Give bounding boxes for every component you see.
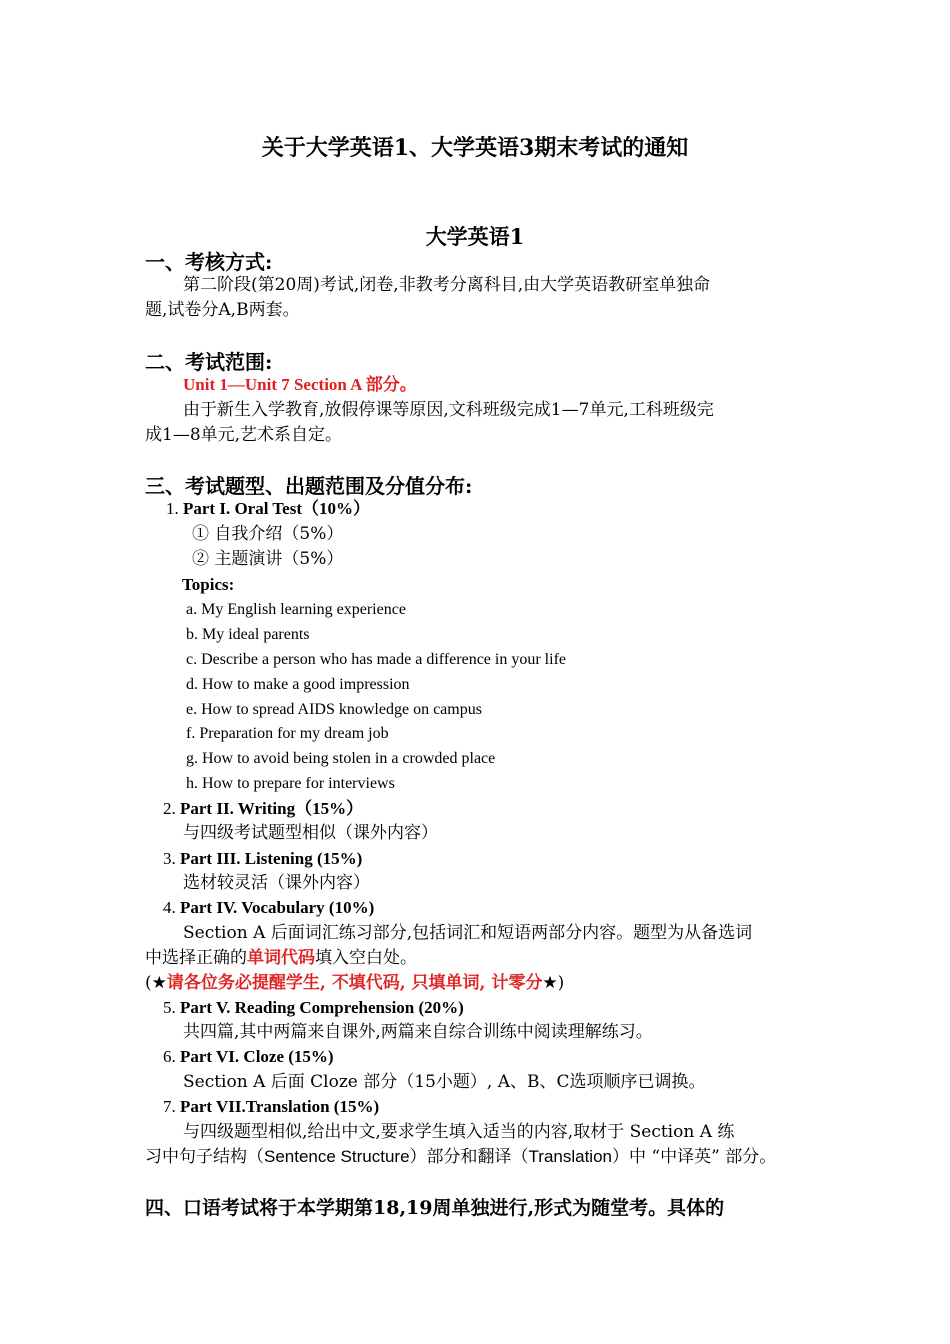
topic-item: e. How to spread AIDS knowledge on campus <box>186 701 482 718</box>
part-2-heading <box>163 797 363 821</box>
topic-item: a. My English learning experience <box>186 601 406 618</box>
part-7-description-line-1: 与四级题型相似,给出中文,要求学生填入适当的内容,取材于 Section A 练 <box>183 1122 735 1142</box>
part-6-description: Section A 后面 Cloze 部分（15小题）, A、B、C选项顺序已调换。 <box>183 1072 706 1092</box>
star-close: ★) <box>542 973 565 993</box>
part-1-heading <box>166 497 370 521</box>
section-2-paragraph-line-2: 成1—8单元,艺术系自定。 <box>145 425 343 445</box>
word-code-highlight: 单词代码 <box>247 948 315 968</box>
text-segment: 中选择正确的 <box>145 948 247 968</box>
part-4-description-line-2 <box>145 946 417 970</box>
section-2-heading: 二、考试范围: <box>145 350 273 374</box>
oral-subitem-1: ① 自我介绍（5%） <box>192 524 344 544</box>
part-number: 2. <box>163 799 176 818</box>
topic-item: h. How to prepare for interviews <box>186 775 395 792</box>
section-4-heading: 四、口语考试将于本学期第18,19周单独进行,形式为随堂考。具体的 <box>145 1197 725 1219</box>
exam-range: Unit 1—Unit 7 Section A 部分。 <box>183 375 417 394</box>
document-title: 关于大学英语1、大学英语3期末考试的通知 <box>261 135 689 161</box>
part-title: Part I. Oral Test（10%） <box>183 499 370 518</box>
scoring-warning-note <box>145 971 564 995</box>
part-7-heading <box>163 1095 379 1119</box>
part-title: Part IV. Vocabulary (10%) <box>180 898 375 917</box>
part-title: Part II. Writing（15%） <box>180 799 364 818</box>
part-title: Part VII.Translation (15%) <box>180 1097 380 1116</box>
part-title: Part V. Reading Comprehension (20%) <box>180 998 464 1017</box>
course-subtitle: 大学英语1 <box>425 224 525 249</box>
warning-text: 请各位务必提醒学生, 不填代码, 只填单词, 计零分 <box>166 973 543 993</box>
text-segment: 习中句子结构（ <box>145 1147 264 1167</box>
section-1-paragraph-line-1: 第二阶段(第20周)考试,闭卷,非教考分离科目,由大学英语教研室单独命 <box>183 275 711 295</box>
part-number: 3. <box>163 849 176 868</box>
part-3-heading <box>163 847 362 871</box>
topics-label: Topics: <box>182 575 235 594</box>
part-4-description-line-1: Section A 后面词汇练习部分,包括词汇和短语两部分内容。题型为从备选词 <box>183 923 753 943</box>
part-3-description: 选材较灵活（课外内容） <box>183 873 370 893</box>
section-1-heading: 一、考核方式: <box>145 250 273 274</box>
part-5-description: 共四篇,其中两篇来自课外,两篇来自综合训练中阅读理解练习。 <box>183 1022 653 1042</box>
part-number: 1. <box>166 499 179 518</box>
oral-subitem-2: ② 主题演讲（5%） <box>192 549 344 569</box>
star-open: (★ <box>145 973 167 993</box>
section-1-paragraph-line-2: 题,试卷分A,B两套。 <box>145 300 300 320</box>
english-term: Translation <box>528 1147 612 1166</box>
part-number: 5. <box>163 998 176 1017</box>
topic-item: f. Preparation for my dream job <box>186 725 389 742</box>
part-number: 7. <box>163 1097 176 1116</box>
section-3-heading: 三、考试题型、出题范围及分值分布: <box>145 474 473 498</box>
part-2-description: 与四级考试题型相似（课外内容） <box>183 823 438 843</box>
topic-item: b. My ideal parents <box>186 626 310 643</box>
text-segment: 填入空白处。 <box>315 948 417 968</box>
part-number: 6. <box>163 1047 176 1066</box>
text-segment: ）部分和翻译（ <box>409 1147 529 1167</box>
part-title: Part VI. Cloze (15%) <box>180 1047 334 1066</box>
part-4-heading <box>163 896 374 920</box>
text-segment: ）中 “中译英” 部分。 <box>612 1147 777 1167</box>
part-6-heading <box>163 1045 334 1069</box>
part-number: 4. <box>163 898 176 917</box>
topic-item: d. How to make a good impression <box>186 676 410 693</box>
section-2-paragraph-line-1: 由于新生入学教育,放假停课等原因,文科班级完成1—7单元,工科班级完 <box>183 400 714 420</box>
part-7-description-line-2 <box>145 1145 776 1169</box>
part-title: Part III. Listening (15%) <box>180 849 363 868</box>
english-term: Sentence Structure <box>264 1147 410 1166</box>
topic-item: g. How to avoid being stolen in a crowded place <box>186 750 496 767</box>
part-5-heading <box>163 996 464 1020</box>
topic-item: c. Describe a person who has made a difference in your life <box>186 651 566 668</box>
